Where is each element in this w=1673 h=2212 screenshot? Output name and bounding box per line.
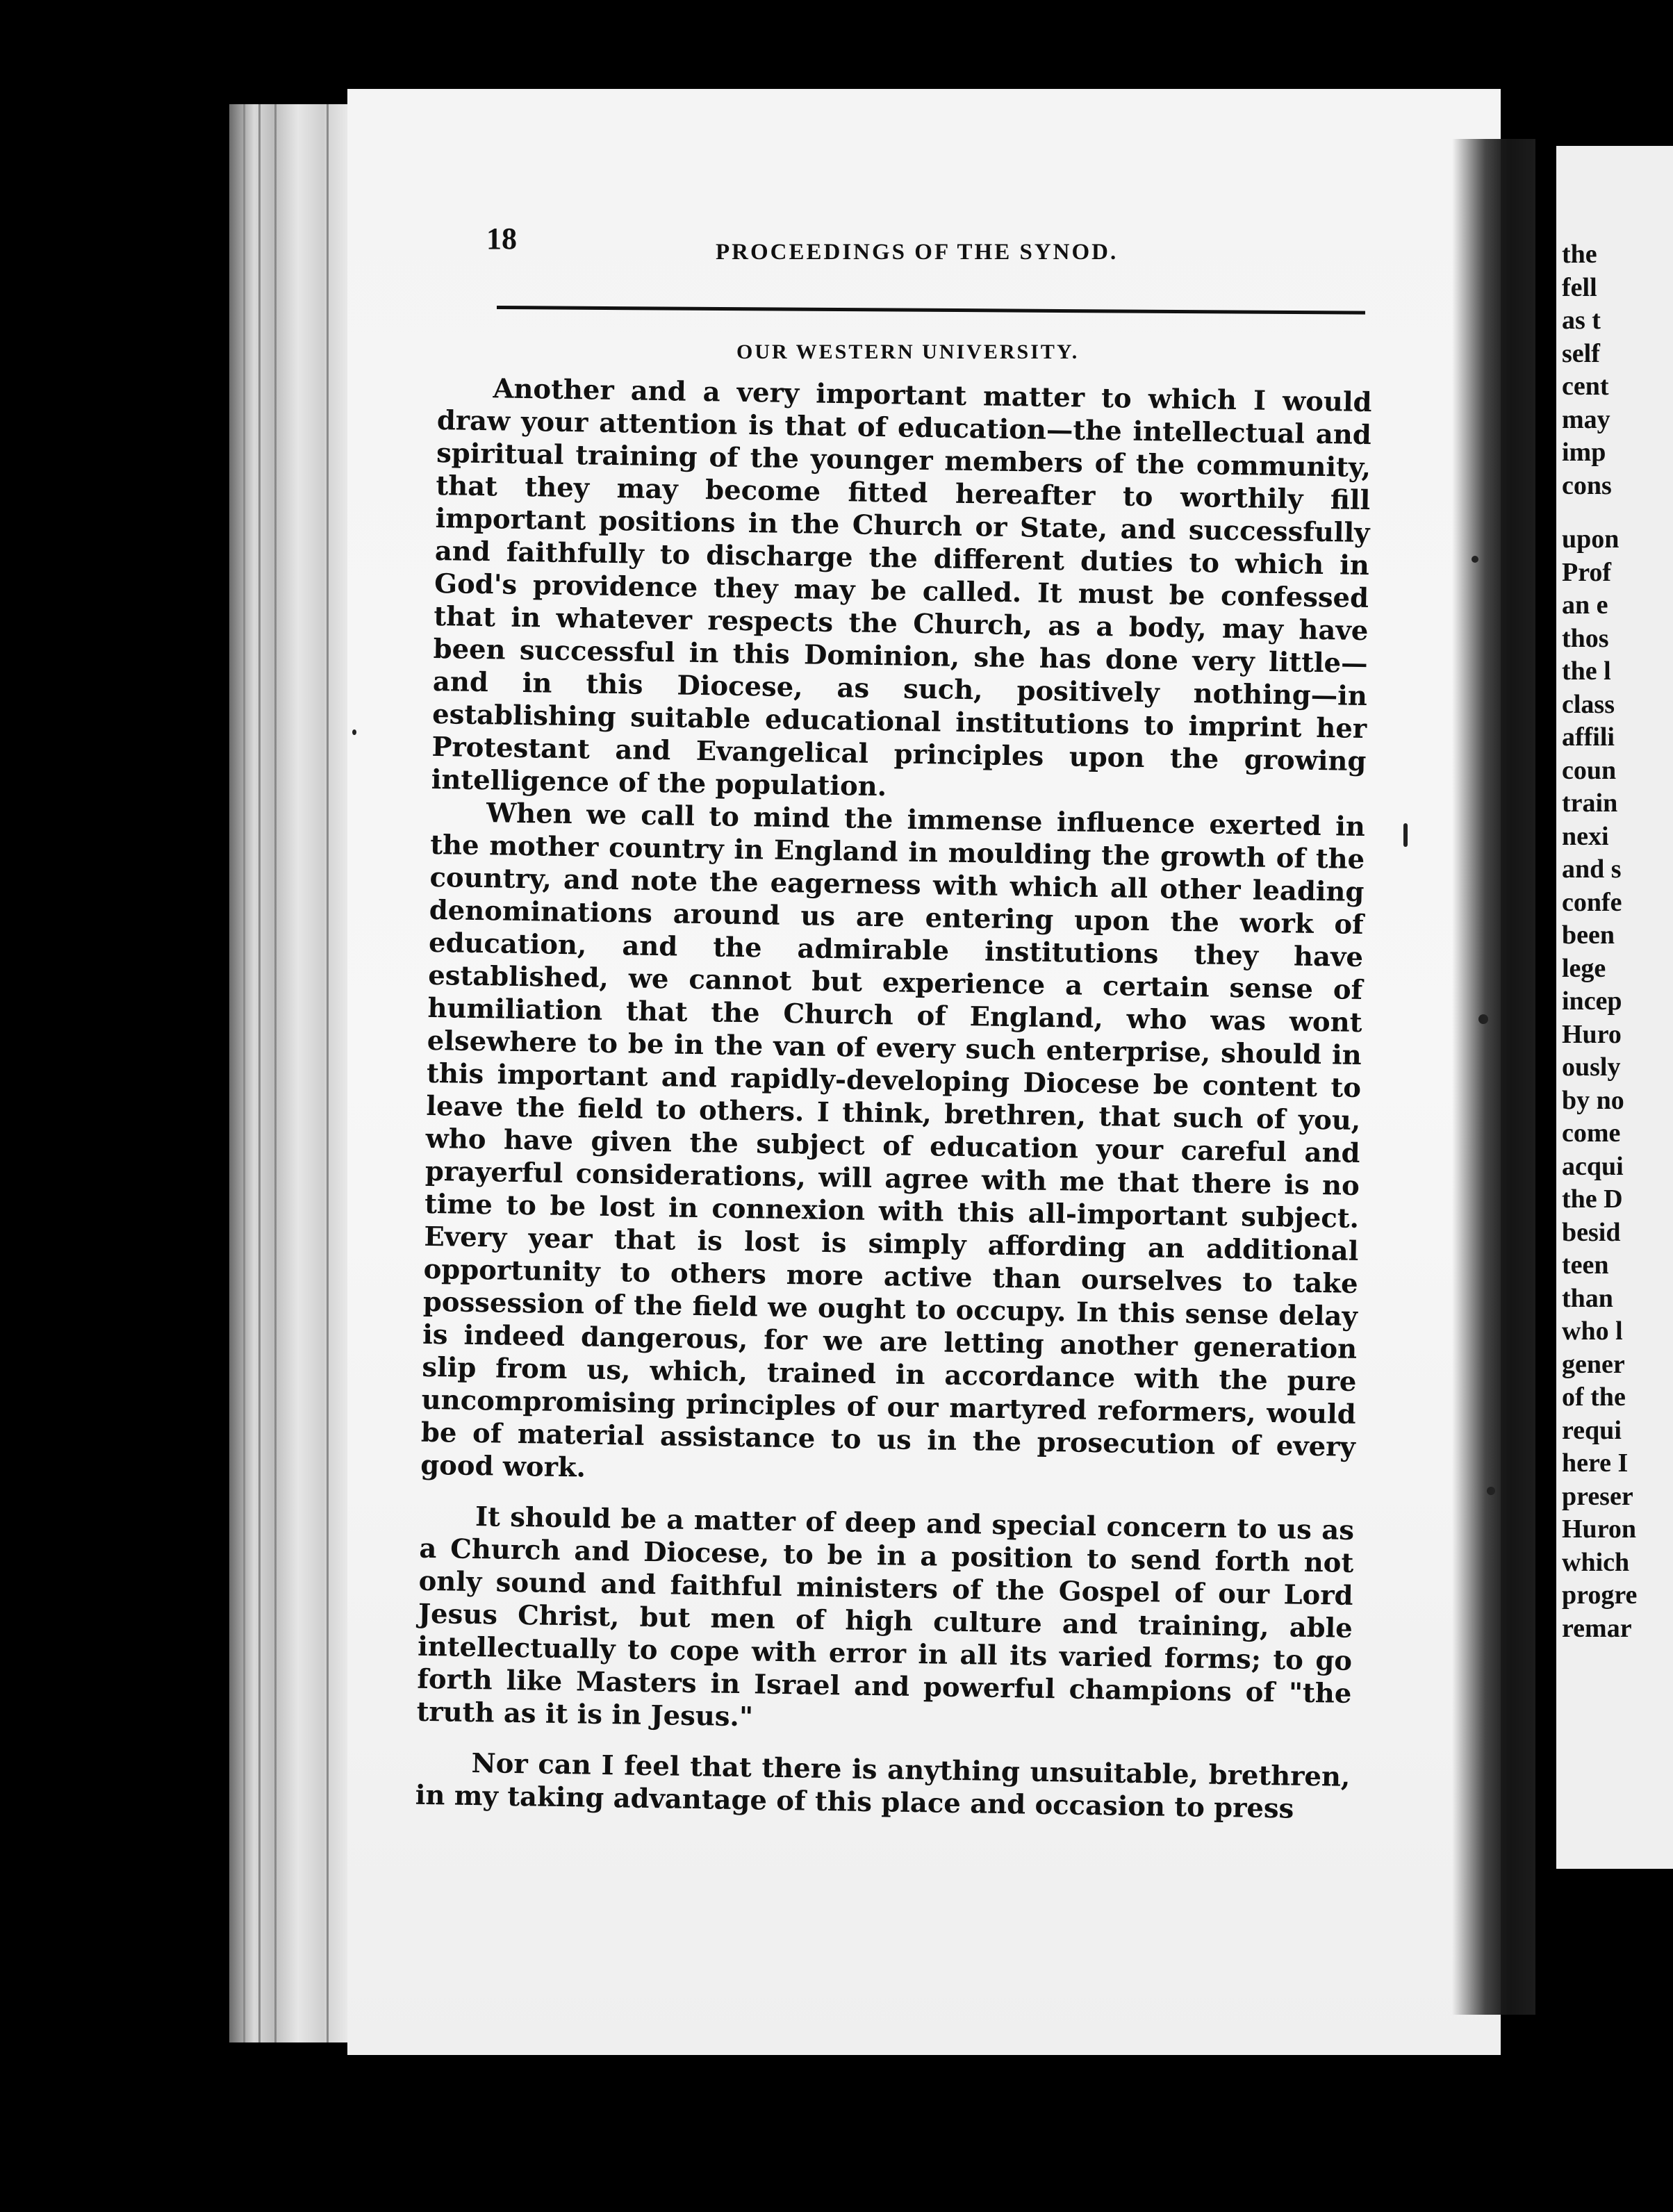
- right-page-line: remar: [1562, 1613, 1632, 1643]
- right-page-line: requi: [1562, 1415, 1622, 1445]
- right-page-line: by no: [1562, 1085, 1624, 1115]
- right-page-line: the D: [1562, 1185, 1623, 1214]
- page-edge-line: [258, 104, 261, 2042]
- right-page-line: may: [1562, 404, 1610, 434]
- page-edges: [229, 104, 354, 2042]
- right-page-line: nexi: [1562, 821, 1609, 851]
- page-edge-line: [274, 104, 277, 2042]
- right-page-line: cons: [1562, 470, 1612, 500]
- right-page-line: affili: [1562, 723, 1615, 752]
- ink-speck: [1472, 556, 1478, 563]
- right-page-line: the: [1562, 240, 1597, 269]
- right-page-line: Huro: [1562, 1019, 1622, 1049]
- body-text: [415, 372, 1371, 1826]
- right-page-line: preser: [1562, 1481, 1633, 1511]
- right-page-line: self: [1562, 338, 1600, 368]
- right-page-line: lege: [1562, 953, 1606, 983]
- ink-mark: [1403, 823, 1408, 847]
- right-page-line: class: [1562, 689, 1615, 719]
- gutter-shadow: [1452, 139, 1535, 2015]
- paragraph: When we call to mind the immense influence exerted in the mother country in England in moulding the growth of the country, and note the eagerness with which all other leading denominations around us are entering upon the work of education, and the admirable institutions they have established, we cannot but experience a certain sense of humiliation that the Church of England, who was wont elsewhere to be in the van of every such enterprise, should in this important and rapidly-developing Diocese be content to leave the field to others. I think, brethren, that such of you, who have given the subject of education your careful and prayerful considerations, will agree with me that there is no time to be lost in connexion with this all-important subject. Every year that is lost is simply affording an additional opportunity to others more active than ourselves to take possession of the field we ought to occupy. In this sense delay is indeed dangerous, for we are letting another generation slip from us, which, trained in accordance with the pure uncompromising principles of our martyred reformers, would be of material assistance to us in the prosecution of every good work.: [420, 798, 1366, 1484]
- right-page-line: fell: [1562, 272, 1597, 302]
- right-page-line: besid: [1562, 1217, 1621, 1247]
- page-edge-line: [327, 104, 329, 2042]
- right-page-line: gener: [1562, 1349, 1625, 1379]
- page-edge-line: [243, 104, 245, 2042]
- right-page-line: acqui: [1562, 1151, 1624, 1181]
- right-page-line: been: [1562, 921, 1615, 950]
- right-page-line: Prof: [1562, 557, 1612, 587]
- right-page-line: train: [1562, 789, 1618, 818]
- right-page-line: Huron: [1562, 1514, 1637, 1544]
- right-page-line: of the: [1562, 1382, 1626, 1412]
- ink-speck: [1478, 1014, 1488, 1024]
- paragraph: Another and a very important matter to which I would draw your attention is that of education—the intellectual and spiritual training of the younger members of the community, that they may become fitted hereafter to worthily fill important positions in the Church or State, and successfully and faithfully to discharge the different duties to which in God's providence they may be called. It must be confessed that in whatever respects the Church, as a body, may have been successful in this Dominion, she has done very little—and in this Diocese, as such, positively nothing—in establishing suitable educational institutions to imprint her Protestant and Evangelical principles upon the growing intelligence of the population.: [431, 373, 1372, 803]
- right-page-line: here I: [1562, 1448, 1629, 1478]
- right-page-line: progre: [1562, 1580, 1638, 1610]
- right-page-line: who l: [1562, 1317, 1623, 1346]
- right-page-line: imp: [1562, 438, 1606, 467]
- running-head: PROCEEDINGS OF THE SYNOD.: [716, 240, 1119, 265]
- right-page-line: as t: [1562, 306, 1601, 335]
- right-page-line: incep: [1562, 987, 1622, 1016]
- right-page-fragment: [1556, 146, 1673, 1869]
- right-page-line: come: [1562, 1119, 1621, 1148]
- right-page-line: upon: [1562, 525, 1620, 554]
- ink-speck: [352, 729, 356, 735]
- right-page-line: than: [1562, 1283, 1613, 1313]
- right-page-line: thos: [1562, 623, 1609, 653]
- right-page-line: an e: [1562, 591, 1608, 620]
- right-page-line: teen: [1562, 1251, 1609, 1280]
- ink-speck: [1487, 1487, 1495, 1495]
- section-title: OUR WESTERN UNIVERSITY.: [736, 340, 1080, 363]
- right-page-line: confe: [1562, 887, 1622, 917]
- right-page-line: cent: [1562, 372, 1609, 401]
- paragraph: Nor can I feel that there is anything unsuitable, brethren, in my taking advantage of this place and occasion to press: [415, 1748, 1351, 1825]
- paragraph: It should be a matter of deep and special concern to us as a Church and Diocese, to be in a position to send forth not only sound and faithful ministers of the Gospel of our Lord Jesus Christ, but men of high culture and training, able intellectually to cope with error in all its varied forms; to go forth like Masters in Israel and powerful champions of "the truth as it is in Jesus.": [416, 1501, 1355, 1733]
- right-page-line: and s: [1562, 855, 1622, 884]
- right-page-line: the l: [1562, 657, 1611, 686]
- right-page-line: ously: [1562, 1053, 1621, 1082]
- right-page-line: coun: [1562, 755, 1617, 785]
- page-number: 18: [486, 222, 517, 256]
- right-page-line: which: [1562, 1547, 1630, 1577]
